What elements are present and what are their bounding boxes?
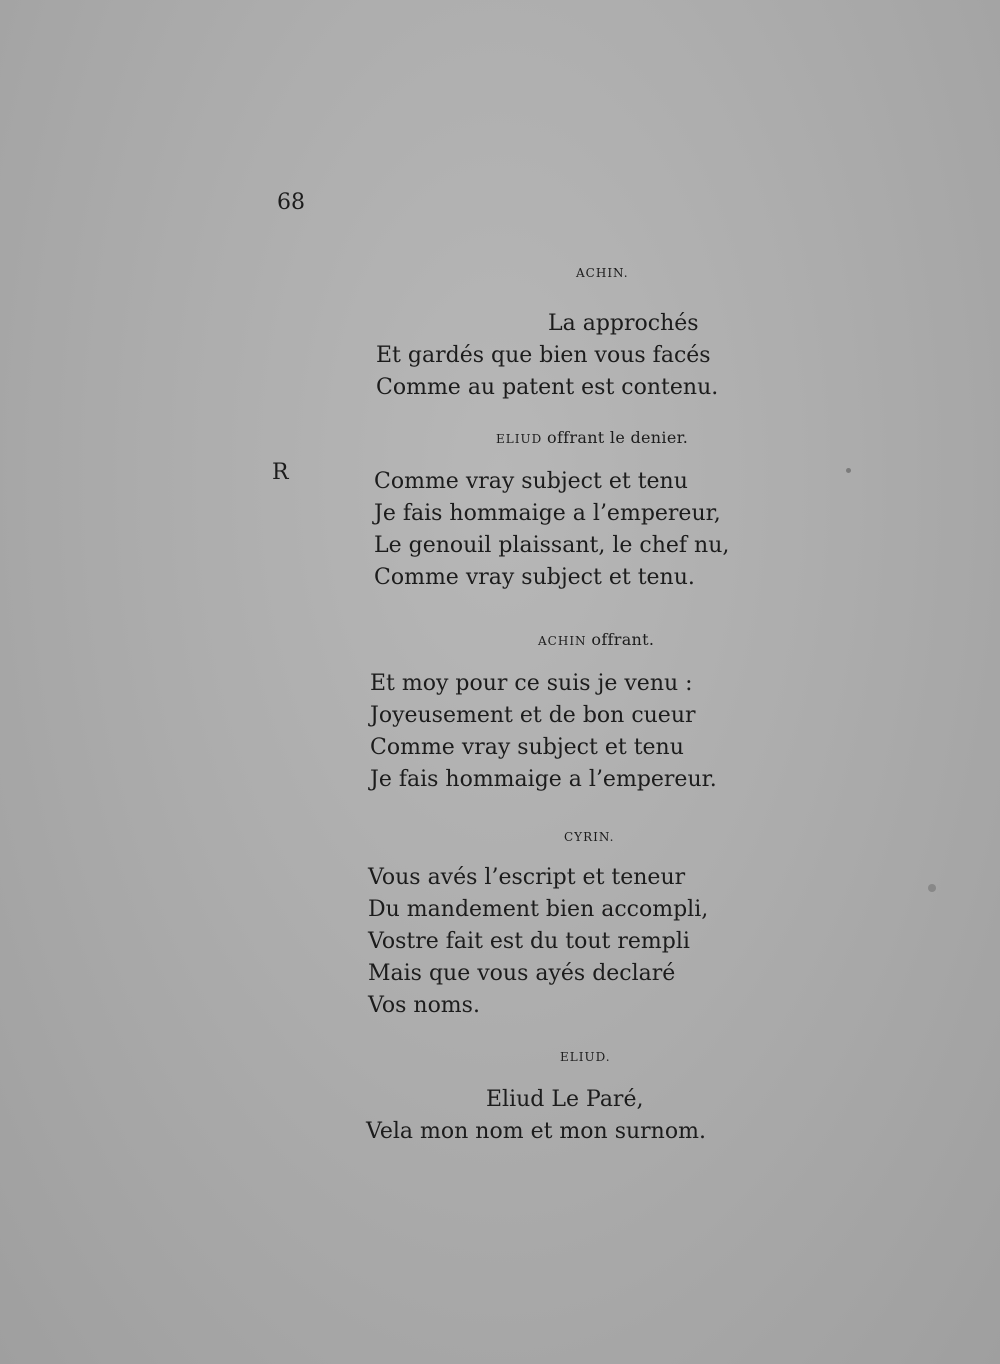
- paper-speck: [846, 468, 851, 473]
- verse-block: [370, 668, 717, 796]
- verse-block: [374, 466, 729, 594]
- speaker-name: ELIUD.: [560, 1050, 611, 1064]
- verse-line: Vous avés l’escript et teneur: [368, 865, 686, 890]
- stage-direction: offrant le denier.: [547, 428, 689, 447]
- verse-line: Le genouil plaissant, le chef nu,: [374, 533, 730, 558]
- paper-speck: [928, 884, 936, 892]
- verse-line: Vela mon nom et mon surnom.: [366, 1119, 706, 1144]
- verse-line: Et moy pour ce suis je venu :: [370, 671, 693, 696]
- verse-line: Joyeusement et de bon cueur: [370, 703, 696, 728]
- verse-line: Et gardés que bien vous facés: [376, 343, 711, 368]
- speaker-name: CYRIN.: [564, 830, 615, 844]
- speaker-name: ACHIN.: [576, 266, 629, 280]
- speaker-label: [576, 266, 629, 280]
- verse-line: Comme vray subject et tenu: [370, 735, 684, 760]
- verse-line: Comme vray subject et tenu.: [374, 565, 695, 590]
- page-number: 68: [277, 190, 305, 215]
- verse-line: Je fais hommaige a l’empereur,: [374, 501, 721, 526]
- verse-line: Comme vray subject et tenu: [374, 469, 688, 494]
- verse-line: Mais que vous ayés declaré: [368, 961, 676, 986]
- verse-block: [368, 862, 708, 1022]
- speaker-label: [496, 428, 688, 447]
- verse-line: Du mandement bien accompli,: [368, 897, 709, 922]
- speaker-name: ELIUD: [496, 432, 543, 446]
- verse-block: [376, 308, 718, 404]
- verse-line: Eliud Le Paré,: [486, 1087, 644, 1112]
- verse-line: Vostre fait est du tout rempli: [368, 929, 690, 954]
- verse-block: [366, 1084, 706, 1148]
- speaker-name: ACHIN: [538, 634, 587, 648]
- margin-refrain-mark: R: [272, 460, 289, 485]
- stage-direction: offrant.: [591, 630, 655, 649]
- verse-line: La approchés: [548, 311, 699, 336]
- verse-line: Comme au patent est contenu.: [376, 375, 719, 400]
- speaker-label: [538, 630, 654, 649]
- speaker-label: [560, 1050, 611, 1064]
- verse-line: Vos noms.: [368, 993, 480, 1018]
- verse-line: Je fais hommaige a l’empereur.: [370, 767, 717, 792]
- speaker-label: [564, 830, 614, 844]
